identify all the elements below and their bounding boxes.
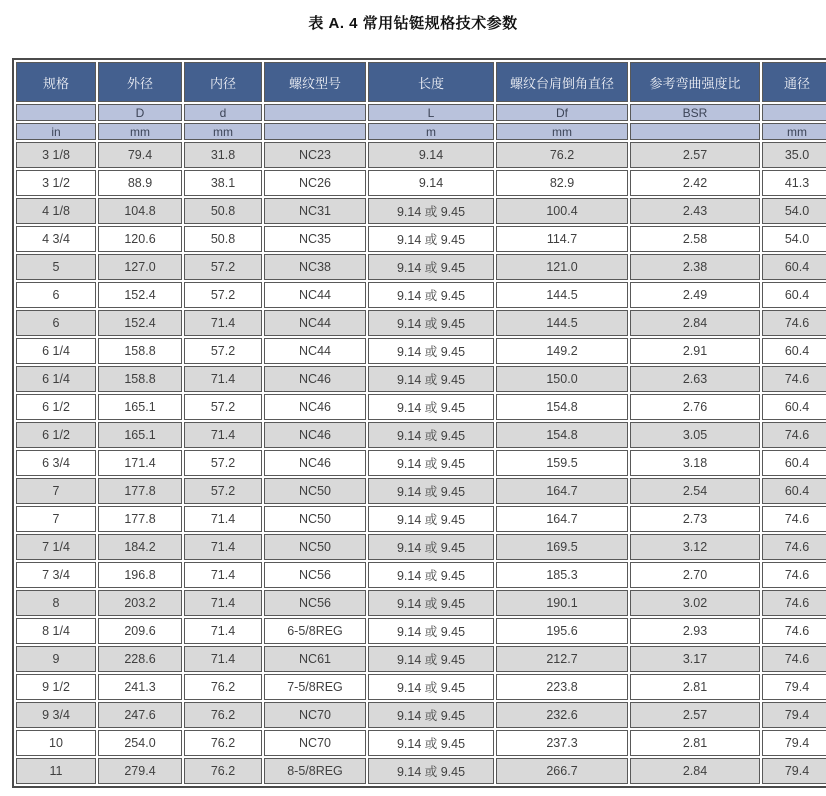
cell: 71.4 <box>184 562 262 588</box>
cell: NC26 <box>264 170 366 196</box>
table-row <box>16 254 826 280</box>
table-row <box>16 674 826 700</box>
cell: 74.6 <box>762 422 826 448</box>
cell: 195.6 <box>496 618 628 644</box>
table-row <box>16 702 826 728</box>
cell: 209.6 <box>98 618 182 644</box>
cell: 74.6 <box>762 506 826 532</box>
header-row-labels <box>16 62 826 102</box>
cell: 4 3/4 <box>16 226 96 252</box>
symbol-cell-length: L <box>368 104 494 121</box>
cell: 71.4 <box>184 506 262 532</box>
cell: 9 3/4 <box>16 702 96 728</box>
cell: 6-5/8REG <box>264 618 366 644</box>
cell: 71.4 <box>184 366 262 392</box>
table-row <box>16 450 826 476</box>
cell: 7-5/8REG <box>264 674 366 700</box>
cell: 57.2 <box>184 478 262 504</box>
cell: 41.3 <box>762 170 826 196</box>
cell: 71.4 <box>184 422 262 448</box>
cell: 6 <box>16 310 96 336</box>
cell: 120.6 <box>98 226 182 252</box>
symbol-cell-spec <box>16 104 96 121</box>
cell: 2.42 <box>630 170 760 196</box>
cell: 54.0 <box>762 226 826 252</box>
cell: 9.14 或 9.45 <box>368 702 494 728</box>
cell: NC50 <box>264 506 366 532</box>
cell: 165.1 <box>98 394 182 420</box>
cell: 3 1/2 <box>16 170 96 196</box>
col-header-thread-type: 螺纹型号 <box>264 62 366 102</box>
cell: 60.4 <box>762 450 826 476</box>
cell: 9.14 <box>368 142 494 168</box>
cell: 2.81 <box>630 674 760 700</box>
cell: 79.4 <box>98 142 182 168</box>
cell: 57.2 <box>184 282 262 308</box>
cell: 79.4 <box>762 730 826 756</box>
cell: 9.14 <box>368 170 494 196</box>
cell: 74.6 <box>762 590 826 616</box>
cell: 2.58 <box>630 226 760 252</box>
cell: 74.6 <box>762 366 826 392</box>
cell: 9.14 或 9.45 <box>368 254 494 280</box>
cell: 5 <box>16 254 96 280</box>
table-title: 表 A. 4 常用钻铤规格技术参数 <box>308 15 518 32</box>
cell: 57.2 <box>184 394 262 420</box>
cell: NC35 <box>264 226 366 252</box>
cell: NC50 <box>264 478 366 504</box>
table-row <box>16 282 826 308</box>
cell: 2.73 <box>630 506 760 532</box>
cell: 149.2 <box>496 338 628 364</box>
symbol-cell-outer-diameter: D <box>98 104 182 121</box>
cell: 3.17 <box>630 646 760 672</box>
cell: NC44 <box>264 310 366 336</box>
cell: NC46 <box>264 394 366 420</box>
cell: 2.38 <box>630 254 760 280</box>
cell: 79.4 <box>762 758 826 784</box>
cell: 50.8 <box>184 226 262 252</box>
cell: 74.6 <box>762 562 826 588</box>
cell: 184.2 <box>98 534 182 560</box>
cell: 8 1/4 <box>16 618 96 644</box>
cell: 9 1/2 <box>16 674 96 700</box>
table-row <box>16 758 826 784</box>
col-header-bore: 通径 <box>762 62 826 102</box>
header-row-units <box>16 123 826 140</box>
cell: 8-5/8REG <box>264 758 366 784</box>
symbol-cell-inner-diameter: d <box>184 104 262 121</box>
cell: 9.14 或 9.45 <box>368 506 494 532</box>
cell: NC61 <box>264 646 366 672</box>
cell: 10 <box>16 730 96 756</box>
cell: 9.14 或 9.45 <box>368 674 494 700</box>
cell: 50.8 <box>184 198 262 224</box>
cell: 76.2 <box>184 674 262 700</box>
header-row-symbols <box>16 104 826 121</box>
cell: 71.4 <box>184 310 262 336</box>
table-body <box>16 142 826 784</box>
cell: 6 3/4 <box>16 450 96 476</box>
cell: NC50 <box>264 534 366 560</box>
cell: 7 <box>16 478 96 504</box>
table-row <box>16 562 826 588</box>
symbol-cell-bore <box>762 104 826 121</box>
cell: 152.4 <box>98 310 182 336</box>
cell: 7 1/4 <box>16 534 96 560</box>
cell: 57.2 <box>184 254 262 280</box>
cell: 100.4 <box>496 198 628 224</box>
cell: 3.12 <box>630 534 760 560</box>
cell: 2.84 <box>630 758 760 784</box>
cell: NC44 <box>264 282 366 308</box>
cell: 254.0 <box>98 730 182 756</box>
cell: 159.5 <box>496 450 628 476</box>
cell: 164.7 <box>496 506 628 532</box>
cell: 154.8 <box>496 394 628 420</box>
cell: NC70 <box>264 702 366 728</box>
unit-cell-inner-diameter: mm <box>184 123 262 140</box>
cell: 169.5 <box>496 534 628 560</box>
cell: 164.7 <box>496 478 628 504</box>
cell: 9.14 或 9.45 <box>368 758 494 784</box>
cell: 57.2 <box>184 338 262 364</box>
cell: 6 1/2 <box>16 422 96 448</box>
cell: 203.2 <box>98 590 182 616</box>
unit-cell-outer-diameter: mm <box>98 123 182 140</box>
cell: 171.4 <box>98 450 182 476</box>
cell: 9.14 或 9.45 <box>368 310 494 336</box>
cell: 9.14 或 9.45 <box>368 478 494 504</box>
cell: 35.0 <box>762 142 826 168</box>
cell: NC44 <box>264 338 366 364</box>
table-row <box>16 142 826 168</box>
symbol-cell-thread-type <box>264 104 366 121</box>
cell: 232.6 <box>496 702 628 728</box>
cell: 9.14 或 9.45 <box>368 338 494 364</box>
cell: 228.6 <box>98 646 182 672</box>
cell: 2.93 <box>630 618 760 644</box>
col-header-spec: 规格 <box>16 62 96 102</box>
cell: 60.4 <box>762 254 826 280</box>
cell: 2.57 <box>630 142 760 168</box>
cell: 9.14 或 9.45 <box>368 394 494 420</box>
cell: 74.6 <box>762 646 826 672</box>
cell: 82.9 <box>496 170 628 196</box>
cell: 114.7 <box>496 226 628 252</box>
cell: 38.1 <box>184 170 262 196</box>
cell: 74.6 <box>762 310 826 336</box>
table-row <box>16 478 826 504</box>
cell: 71.4 <box>184 618 262 644</box>
cell: 31.8 <box>184 142 262 168</box>
cell: 79.4 <box>762 702 826 728</box>
cell: 247.6 <box>98 702 182 728</box>
table-row <box>16 730 826 756</box>
cell: 71.4 <box>184 590 262 616</box>
cell: 57.2 <box>184 450 262 476</box>
unit-cell-shoulder-chamfer-diameter: mm <box>496 123 628 140</box>
cell: 241.3 <box>98 674 182 700</box>
cell: NC46 <box>264 366 366 392</box>
cell: 9.14 或 9.45 <box>368 422 494 448</box>
cell: 2.91 <box>630 338 760 364</box>
cell: 76.2 <box>184 730 262 756</box>
cell: 144.5 <box>496 310 628 336</box>
cell: 3.02 <box>630 590 760 616</box>
cell: 152.4 <box>98 282 182 308</box>
cell: 60.4 <box>762 478 826 504</box>
cell: 3.18 <box>630 450 760 476</box>
cell: NC46 <box>264 422 366 448</box>
cell: NC23 <box>264 142 366 168</box>
col-header-shoulder-chamfer-diameter: 螺纹台肩倒角直径 <box>496 62 628 102</box>
cell: 11 <box>16 758 96 784</box>
symbol-cell-bending-strength-ratio: BSR <box>630 104 760 121</box>
cell: NC70 <box>264 730 366 756</box>
cell: 158.8 <box>98 366 182 392</box>
cell: 9.14 或 9.45 <box>368 590 494 616</box>
table-row <box>16 506 826 532</box>
cell: 9.14 或 9.45 <box>368 198 494 224</box>
table-row <box>16 394 826 420</box>
cell: 266.7 <box>496 758 628 784</box>
cell: 9.14 或 9.45 <box>368 534 494 560</box>
cell: 279.4 <box>98 758 182 784</box>
cell: 165.1 <box>98 422 182 448</box>
col-header-inner-diameter: 内径 <box>184 62 262 102</box>
cell: 196.8 <box>98 562 182 588</box>
cell: 9.14 或 9.45 <box>368 618 494 644</box>
cell: 79.4 <box>762 674 826 700</box>
cell: 7 <box>16 506 96 532</box>
table-row <box>16 646 826 672</box>
unit-cell-length: m <box>368 123 494 140</box>
table-row <box>16 170 826 196</box>
cell: 158.8 <box>98 338 182 364</box>
cell: 2.54 <box>630 478 760 504</box>
table-row <box>16 422 826 448</box>
cell: 9.14 或 9.45 <box>368 562 494 588</box>
table-row <box>16 310 826 336</box>
cell: 88.9 <box>98 170 182 196</box>
table-row <box>16 534 826 560</box>
table-row <box>16 226 826 252</box>
cell: 8 <box>16 590 96 616</box>
cell: 2.84 <box>630 310 760 336</box>
cell: 9.14 或 9.45 <box>368 450 494 476</box>
cell: 223.8 <box>496 674 628 700</box>
cell: 76.2 <box>184 758 262 784</box>
col-header-outer-diameter: 外径 <box>98 62 182 102</box>
cell: 74.6 <box>762 534 826 560</box>
cell: 127.0 <box>98 254 182 280</box>
symbol-cell-shoulder-chamfer-diameter: Df <box>496 104 628 121</box>
table-row <box>16 338 826 364</box>
col-header-length: 长度 <box>368 62 494 102</box>
cell: 60.4 <box>762 282 826 308</box>
cell: 104.8 <box>98 198 182 224</box>
cell: 144.5 <box>496 282 628 308</box>
cell: 177.8 <box>98 478 182 504</box>
cell: 6 <box>16 282 96 308</box>
table-row <box>16 366 826 392</box>
drill-collar-spec-table <box>12 58 826 788</box>
cell: 9.14 或 9.45 <box>368 282 494 308</box>
cell: 9.14 或 9.45 <box>368 366 494 392</box>
cell: 9.14 或 9.45 <box>368 646 494 672</box>
cell: 154.8 <box>496 422 628 448</box>
col-header-bending-strength-ratio: 参考弯曲强度比 <box>630 62 760 102</box>
unit-cell-bending-strength-ratio <box>630 123 760 140</box>
cell: 71.4 <box>184 646 262 672</box>
cell: 60.4 <box>762 338 826 364</box>
cell: 6 1/4 <box>16 366 96 392</box>
cell: 185.3 <box>496 562 628 588</box>
cell: 2.63 <box>630 366 760 392</box>
cell: 2.43 <box>630 198 760 224</box>
unit-cell-thread-type <box>264 123 366 140</box>
cell: 76.2 <box>496 142 628 168</box>
cell: 6 1/2 <box>16 394 96 420</box>
cell: NC56 <box>264 562 366 588</box>
unit-cell-spec: in <box>16 123 96 140</box>
cell: 2.57 <box>630 702 760 728</box>
cell: 2.49 <box>630 282 760 308</box>
cell: 54.0 <box>762 198 826 224</box>
unit-cell-bore: mm <box>762 123 826 140</box>
cell: 76.2 <box>184 702 262 728</box>
cell: NC38 <box>264 254 366 280</box>
cell: 150.0 <box>496 366 628 392</box>
cell: 9.14 或 9.45 <box>368 226 494 252</box>
cell: 2.76 <box>630 394 760 420</box>
cell: 7 3/4 <box>16 562 96 588</box>
cell: 3 1/8 <box>16 142 96 168</box>
cell: 2.70 <box>630 562 760 588</box>
cell: 177.8 <box>98 506 182 532</box>
cell: 60.4 <box>762 394 826 420</box>
cell: NC31 <box>264 198 366 224</box>
cell: 2.81 <box>630 730 760 756</box>
cell: 6 1/4 <box>16 338 96 364</box>
cell: 3.05 <box>630 422 760 448</box>
table-row <box>16 198 826 224</box>
cell: 121.0 <box>496 254 628 280</box>
table-row <box>16 618 826 644</box>
cell: 71.4 <box>184 534 262 560</box>
table-row <box>16 590 826 616</box>
cell: NC56 <box>264 590 366 616</box>
cell: 4 1/8 <box>16 198 96 224</box>
cell: 237.3 <box>496 730 628 756</box>
cell: 9.14 或 9.45 <box>368 730 494 756</box>
cell: 190.1 <box>496 590 628 616</box>
cell: NC46 <box>264 450 366 476</box>
cell: 9 <box>16 646 96 672</box>
cell: 212.7 <box>496 646 628 672</box>
cell: 74.6 <box>762 618 826 644</box>
